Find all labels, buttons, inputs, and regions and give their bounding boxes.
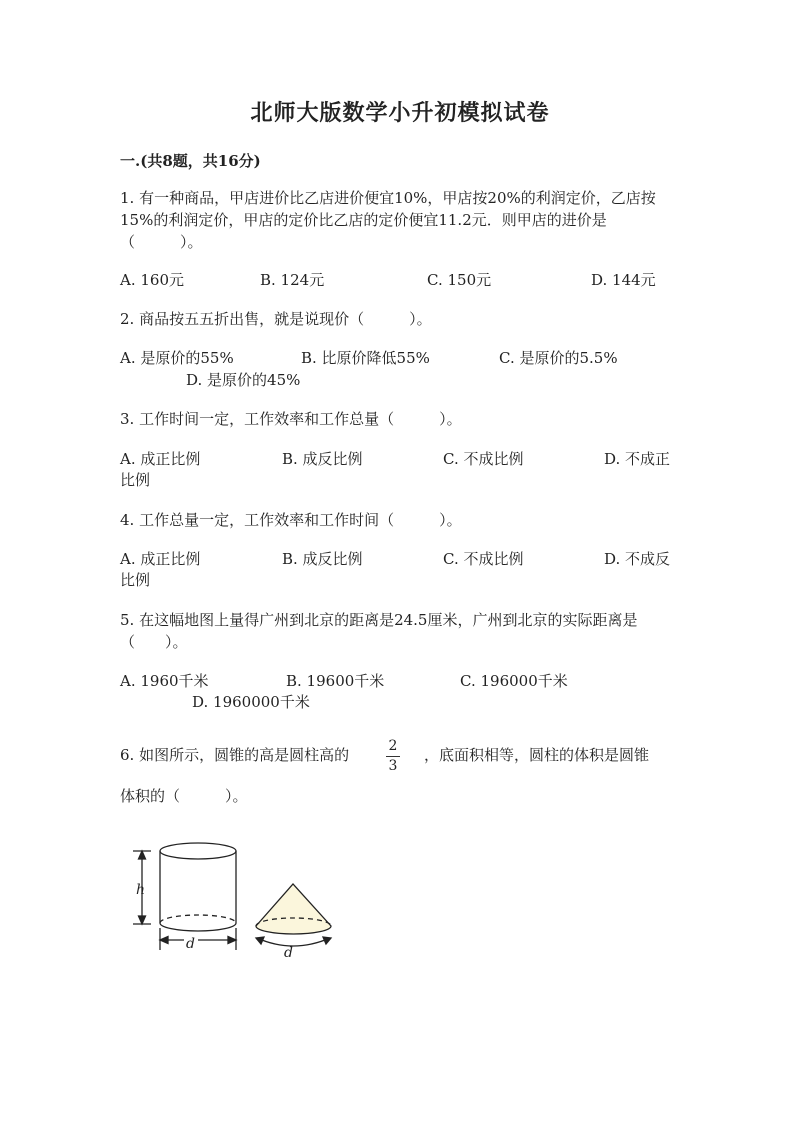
cylinder-shape	[160, 843, 236, 931]
q3-option-d: D. 不成正	[604, 450, 671, 468]
cylinder-cone-figure	[128, 838, 343, 963]
cone-diameter-label: d	[284, 945, 293, 961]
cyl-diameter-arrow-left	[160, 937, 168, 944]
fraction-numerator: 2	[388, 738, 398, 754]
q1-option-b: B. 124元	[260, 271, 325, 289]
q1-text-line2: 15%的利润定价，甲店的定价比乙店的定价便宜11.2元．则甲店的进价是	[120, 211, 607, 229]
q4-option-d-wrap: 比例	[120, 571, 151, 589]
q2-text-line1: 2. 商品按五五折出售，就是说现价（ ）。	[120, 310, 432, 328]
page-title: 北师大版数学小升初模拟试卷	[250, 100, 550, 126]
q2-option-c: C. 是原价的5.5%	[499, 349, 618, 367]
q2-option-a: A. 是原价的55%	[120, 349, 234, 367]
cone-diameter-curve	[257, 938, 330, 946]
q5-option-b: B. 19600千米	[286, 672, 385, 690]
height-arrow-down	[139, 916, 146, 924]
cyl-diameter-arrow-right	[228, 937, 236, 944]
q4-option-d: D. 不成反	[604, 550, 671, 568]
fraction-bar	[386, 756, 400, 757]
height-label: h	[136, 882, 146, 898]
q1-option-c: C. 150元	[427, 271, 492, 289]
q3-option-b: B. 成反比例	[282, 450, 363, 468]
q3-option-d-wrap: 比例	[120, 471, 151, 489]
q4-option-c: C. 不成比例	[443, 550, 524, 568]
fraction-two-thirds	[386, 738, 400, 775]
q3-text-line1: 3. 工作时间一定，工作效率和工作总量（ ）。	[120, 410, 462, 428]
cone-diameter-arrow-left	[256, 937, 264, 944]
q2-option-b: B. 比原价降低55%	[301, 349, 430, 367]
q1-option-a: A. 160元	[120, 271, 184, 289]
q5-text-line1: 5. 在这幅地图上量得广州到北京的距离是24.5厘米，广州到北京的实际距离是	[120, 611, 638, 629]
q4-text-line1: 4. 工作总量一定，工作效率和工作时间（ ）。	[120, 511, 462, 529]
q5-option-c: C. 196000千米	[460, 672, 568, 690]
q1-option-d: D. 144元	[591, 271, 656, 289]
q3-option-a: A. 成正比例	[120, 450, 201, 468]
q1-text-line3: （ ）。	[120, 233, 203, 251]
q6-text-line1b: ，底面积相等，圆柱的体积是圆锥	[424, 746, 650, 764]
cyl-diameter-label: d	[186, 936, 195, 952]
q6-text-line2: 体积的（ ）。	[120, 787, 248, 805]
q2-option-d: D. 是原价的45%	[186, 371, 301, 389]
q4-option-b: B. 成反比例	[282, 550, 363, 568]
q1-text-line1: 1. 有一种商品，甲店进价比乙店进价便宜10%，甲店按20%的利润定价，乙店按	[120, 189, 656, 207]
q3-option-c: C. 不成比例	[443, 450, 524, 468]
section-heading: 一.(共8题，共16分)	[120, 152, 261, 170]
q5-option-a: A. 1960千米	[120, 672, 209, 690]
q5-text-line2: （ ）。	[120, 633, 188, 651]
q4-option-a: A. 成正比例	[120, 550, 201, 568]
q5-option-d: D. 1960000千米	[192, 693, 310, 711]
q6-text-line1a: 6. 如图所示，圆锥的高是圆柱高的	[120, 746, 350, 764]
height-arrow-up	[139, 851, 146, 859]
fraction-denominator: 3	[388, 758, 398, 774]
cone-diameter-arrow-right	[323, 937, 331, 944]
cone-shape	[256, 884, 331, 934]
